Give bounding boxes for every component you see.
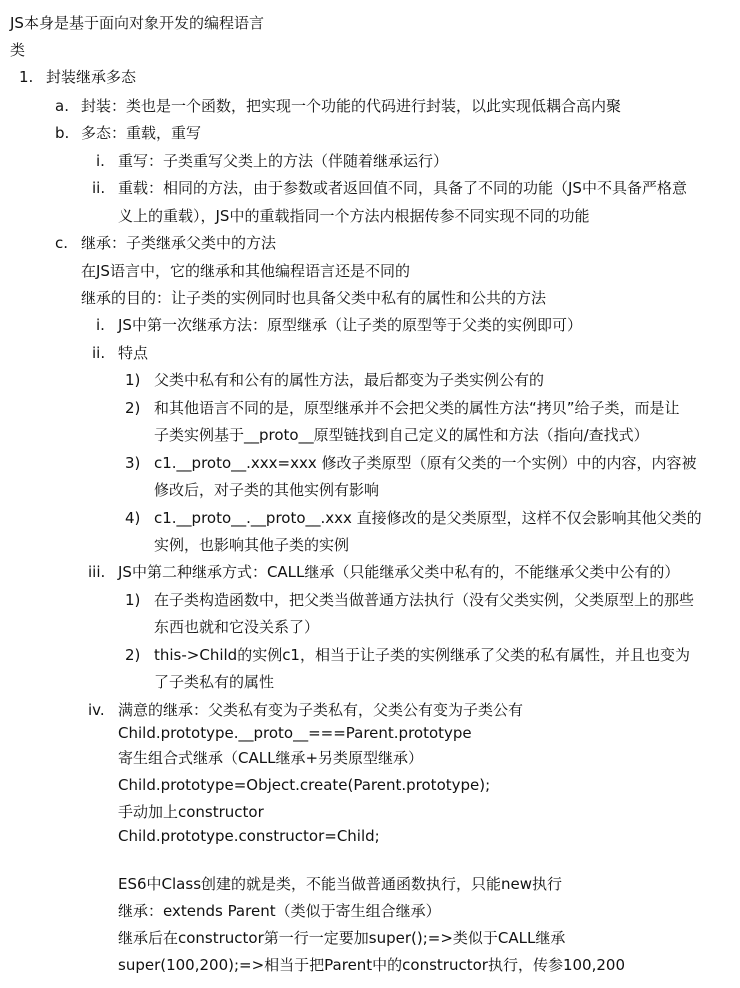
list-item-text: JS中第一次继承方法：原型继承（让子类的原型等于父类的实例即可） xyxy=(118,316,582,334)
paragraph: 继承的目的：让子类的实例同时也具备父类中私有的属性和公共的方法 xyxy=(81,289,547,307)
list-marker: ii. xyxy=(92,344,106,362)
list-marker: 2) xyxy=(125,646,141,664)
list-item-text-continued: 实例，也影响其他子类的实例 xyxy=(154,536,350,554)
code-line: Child.prototype.constructor=Child; xyxy=(118,827,380,845)
list-marker: a. xyxy=(55,97,69,115)
list-item-text: JS中第二种继承方式：CALL继承（只能继承父类中私有的，不能继承父类中公有的） xyxy=(118,563,680,581)
paragraph: 手动加上constructor xyxy=(118,803,264,821)
list-marker: iv. xyxy=(88,701,105,719)
paragraph: 在JS语言中，它的继承和其他编程语言还是不同的 xyxy=(81,262,410,280)
list-item-text-continued: 东西也就和它没关系了） xyxy=(154,618,320,636)
list-marker: i. xyxy=(96,152,105,170)
code-line: Child.prototype=Object.create(Parent.prototype); xyxy=(118,776,491,794)
list-item-text: 多态：重载，重写 xyxy=(81,124,202,142)
list-marker: c. xyxy=(55,234,69,252)
paragraph: ES6中Class创建的就是类，不能当做普通函数执行，只能new执行 xyxy=(118,875,563,893)
list-item-text: 重写：子类重写父类上的方法（伴随着继承运行） xyxy=(118,152,449,170)
list-marker: i. xyxy=(96,316,105,334)
code-line: Child.prototype.__proto__===Parent.prototype xyxy=(118,724,472,742)
list-item-text-continued: 修改后，对子类的其他实例有影响 xyxy=(154,481,380,499)
list-marker: iii. xyxy=(88,563,106,581)
paragraph: 寄生组合式继承（CALL继承+另类原型继承） xyxy=(118,749,424,767)
intro-heading: 类 xyxy=(10,41,26,59)
list-marker: b. xyxy=(55,124,70,142)
list-item-text-continued: 义上的重载），JS中的重载指同一个方法内根据传参不同实现不同的功能 xyxy=(118,207,590,225)
list-item-text: 封装继承多态 xyxy=(46,68,137,86)
list-marker: 3) xyxy=(125,454,141,472)
list-marker: 4) xyxy=(125,509,141,527)
list-item-text: 在子类构造函数中，把父类当做普通方法执行（没有父类实例，父类原型上的那些 xyxy=(154,591,695,609)
list-marker: 1) xyxy=(125,591,141,609)
list-marker: 1. xyxy=(19,68,34,86)
list-item-text: 满意的继承：父类私有变为子类私有，父类公有变为子类公有 xyxy=(118,701,524,719)
list-marker: 1) xyxy=(125,371,141,389)
list-item-text: c1.__proto__.__proto__.xxx 直接修改的是父类原型，这样不仅会影响其他父类的 xyxy=(154,509,702,527)
list-item-text: 封装：类也是一个函数，把实现一个功能的代码进行封装，以此实现低耦合高内聚 xyxy=(81,97,622,115)
paragraph: 继承后在constructor第一行一定要加super();=>类似于CALL继承 xyxy=(118,929,566,947)
list-item-text: c1.__proto__.xxx=xxx 修改子类原型（原有父类的一个实例）中的内容，内容被 xyxy=(154,454,697,472)
list-item-text: 继承：子类继承父类中的方法 xyxy=(81,234,277,252)
paragraph: 继承：extends Parent（类似于寄生组合继承） xyxy=(118,902,441,920)
paragraph: super(100,200);=>相当于把Parent中的constructor执行，传参100,200 xyxy=(118,956,625,974)
intro-line: JS本身是基于面向对象开发的编程语言 xyxy=(10,14,264,32)
list-item-text: 父类中私有和公有的属性方法，最后都变为子类实例公有的 xyxy=(154,371,545,389)
list-item-text: 和其他语言不同的是，原型继承并不会把父类的属性方法“拷贝”给子类，而是让 xyxy=(154,399,680,417)
list-item-text: 特点 xyxy=(118,344,149,362)
list-item-text-continued: 了子类私有的属性 xyxy=(154,673,275,691)
list-marker: ii. xyxy=(92,179,106,197)
list-marker: 2) xyxy=(125,399,141,417)
list-item-text: this->Child的实例c1，相当于让子类的实例继承了父类的私有属性，并且也变为 xyxy=(154,646,690,664)
list-item-text: 重载：相同的方法，由于参数或者返回值不同，具备了不同的功能（JS中不具备严格意 xyxy=(118,179,687,197)
list-item-text-continued: 子类实例基于__proto__原型链找到自己定义的属性和方法（指向/查找式） xyxy=(154,426,649,444)
